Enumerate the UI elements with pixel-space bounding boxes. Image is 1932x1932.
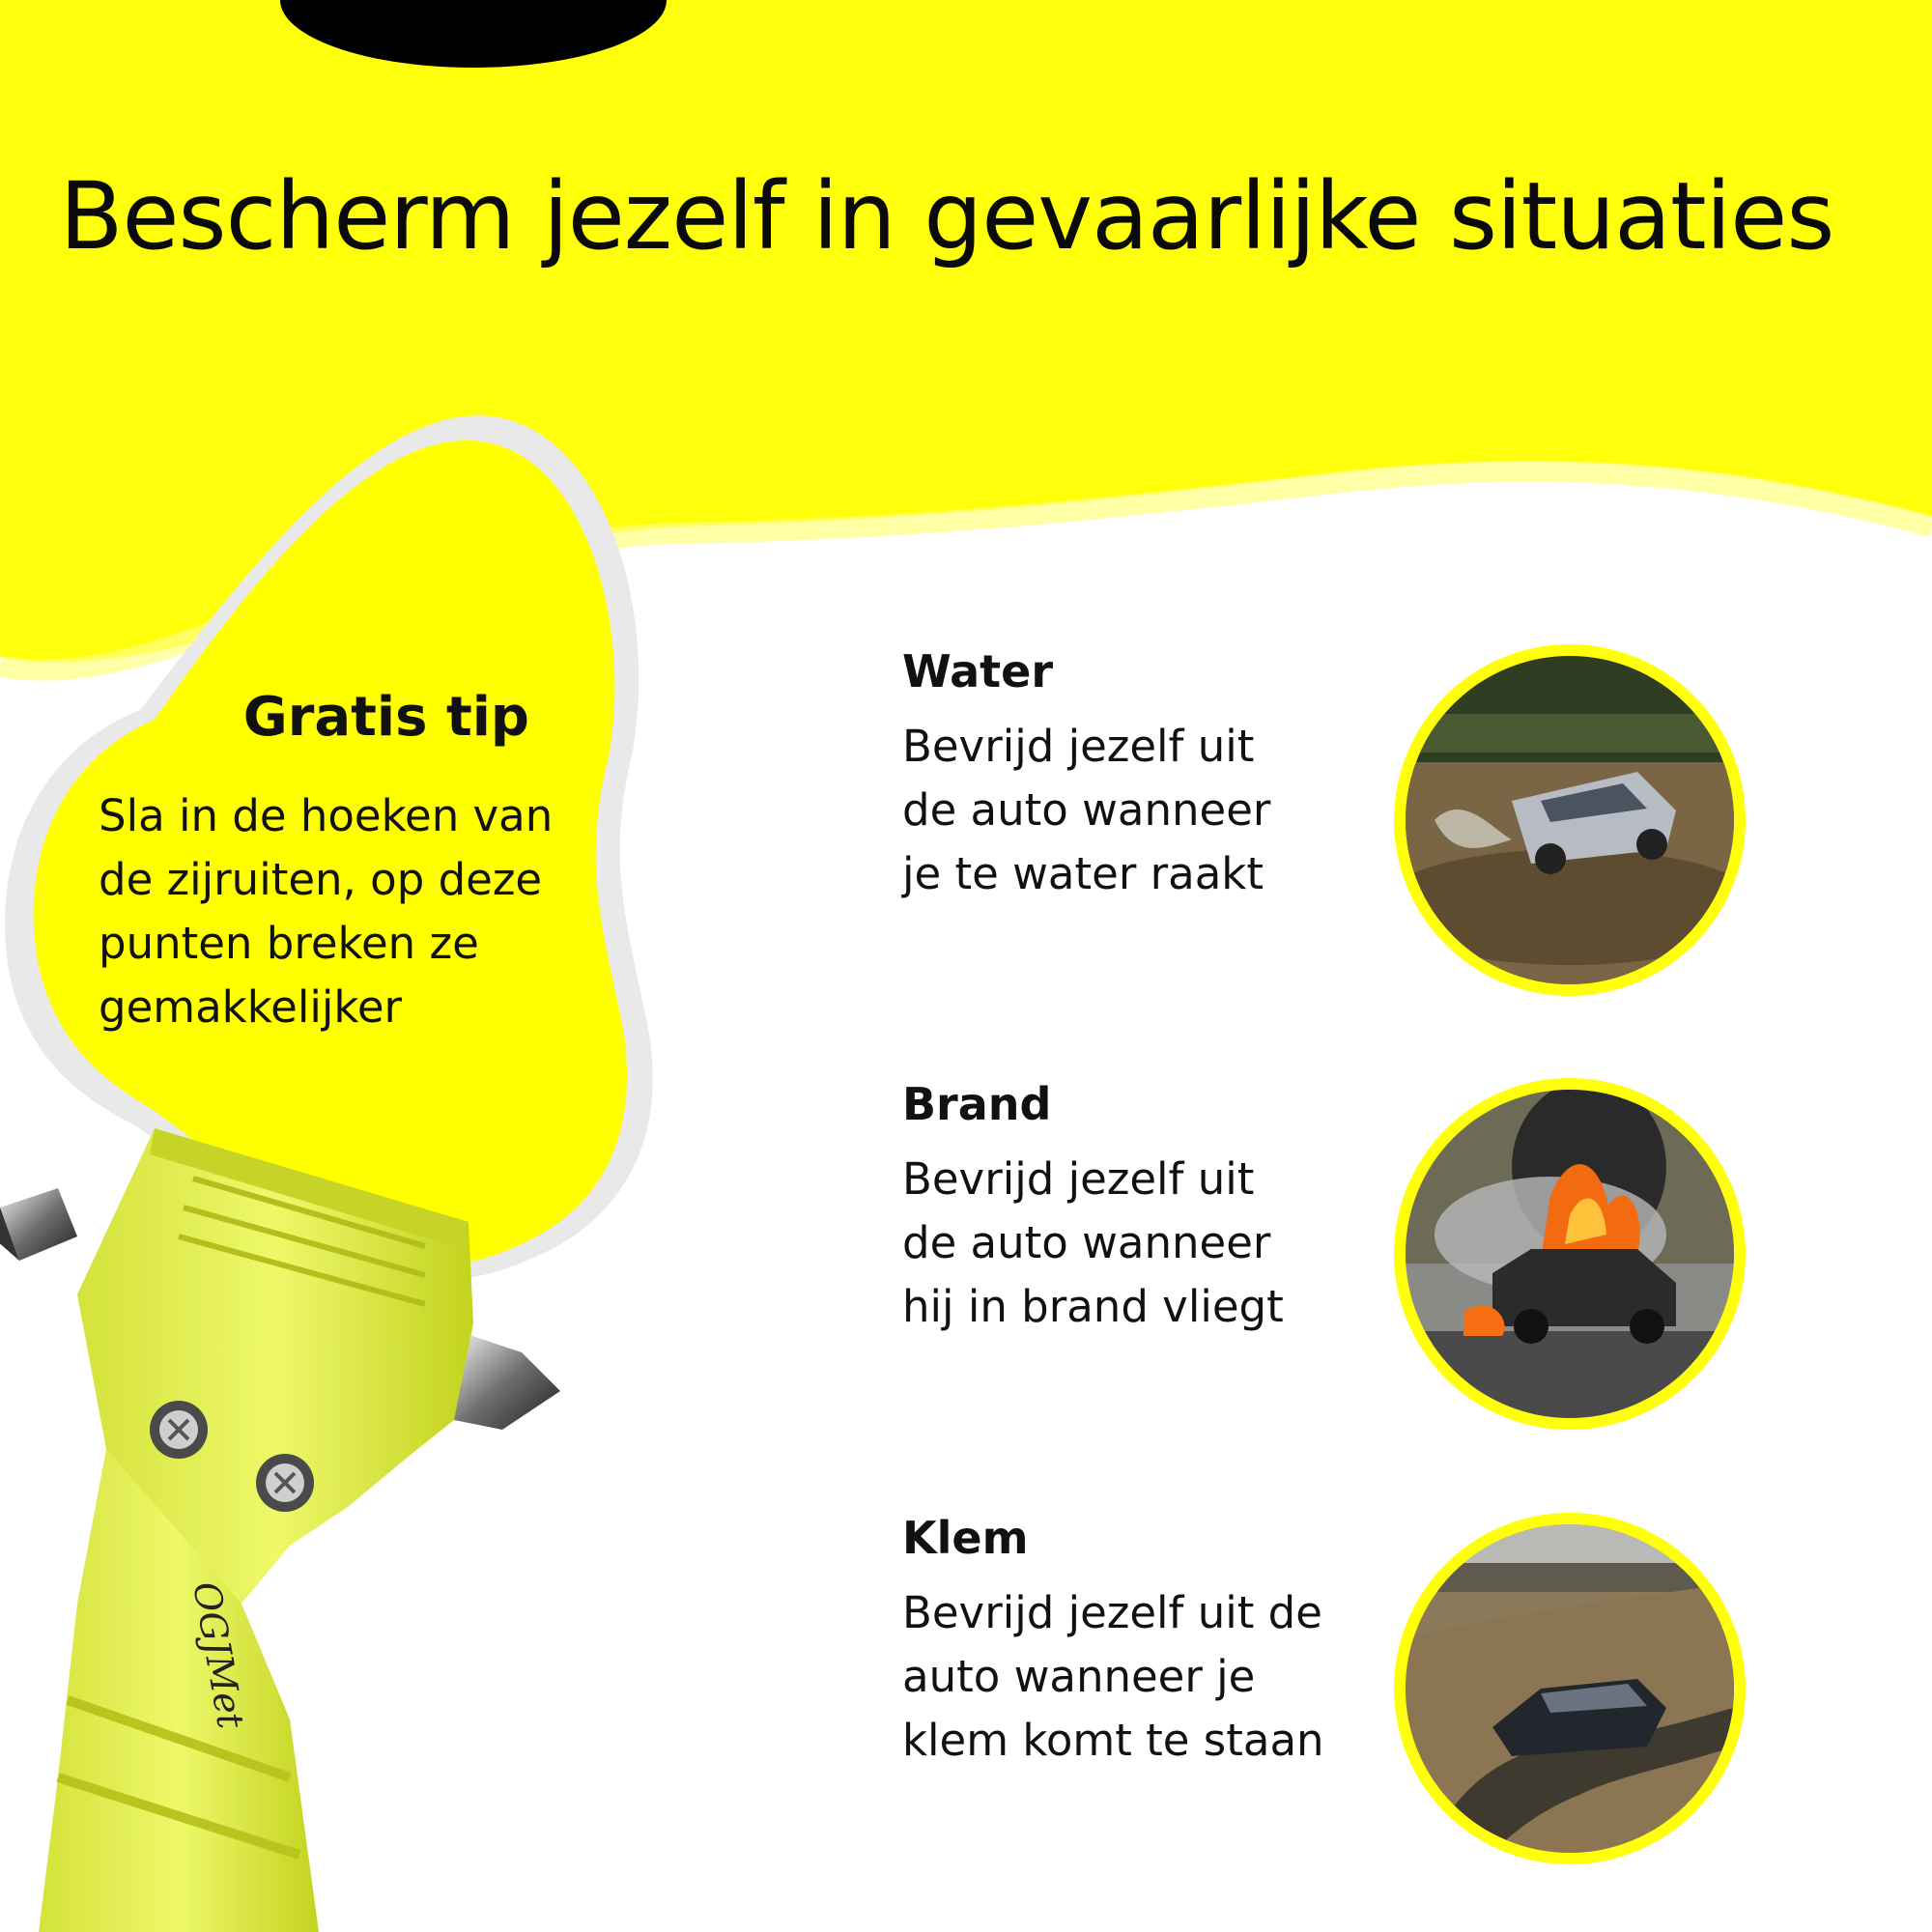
situation-text: Bevrijd jezelf uit de auto wanneer hij in brand vliegt [902,1153,1284,1332]
car-in-water-photo [1394,644,1746,996]
situation-text: Bevrijd jezelf uit de auto wanneer je te water raakt [902,721,1271,899]
situation-fire [902,1078,1347,1339]
situation-title: Water [902,645,1054,697]
emergency-hammer-image [0,1101,599,1932]
tip-title: Gratis tip [242,686,529,749]
car-in-ditch-photo [1394,1513,1746,1864]
situation-text: Bevrijd jezelf uit de auto wanneer je klem komt te staan [902,1587,1324,1766]
hammer-brand-engraving: OGJMet [185,1577,253,1732]
situation-water [902,645,1347,906]
page-title: Bescherm jezelf in gevaarlijke situaties [59,162,1834,270]
situation-title: Brand [902,1078,1052,1130]
burning-car-photo [1394,1078,1746,1430]
situation-title: Klem [902,1512,1029,1564]
situation-stuck [902,1512,1347,1773]
tip-text: Sla in de hoeken van de zijruiten, op deze punten breken ze gemakkelijker [99,790,554,1033]
